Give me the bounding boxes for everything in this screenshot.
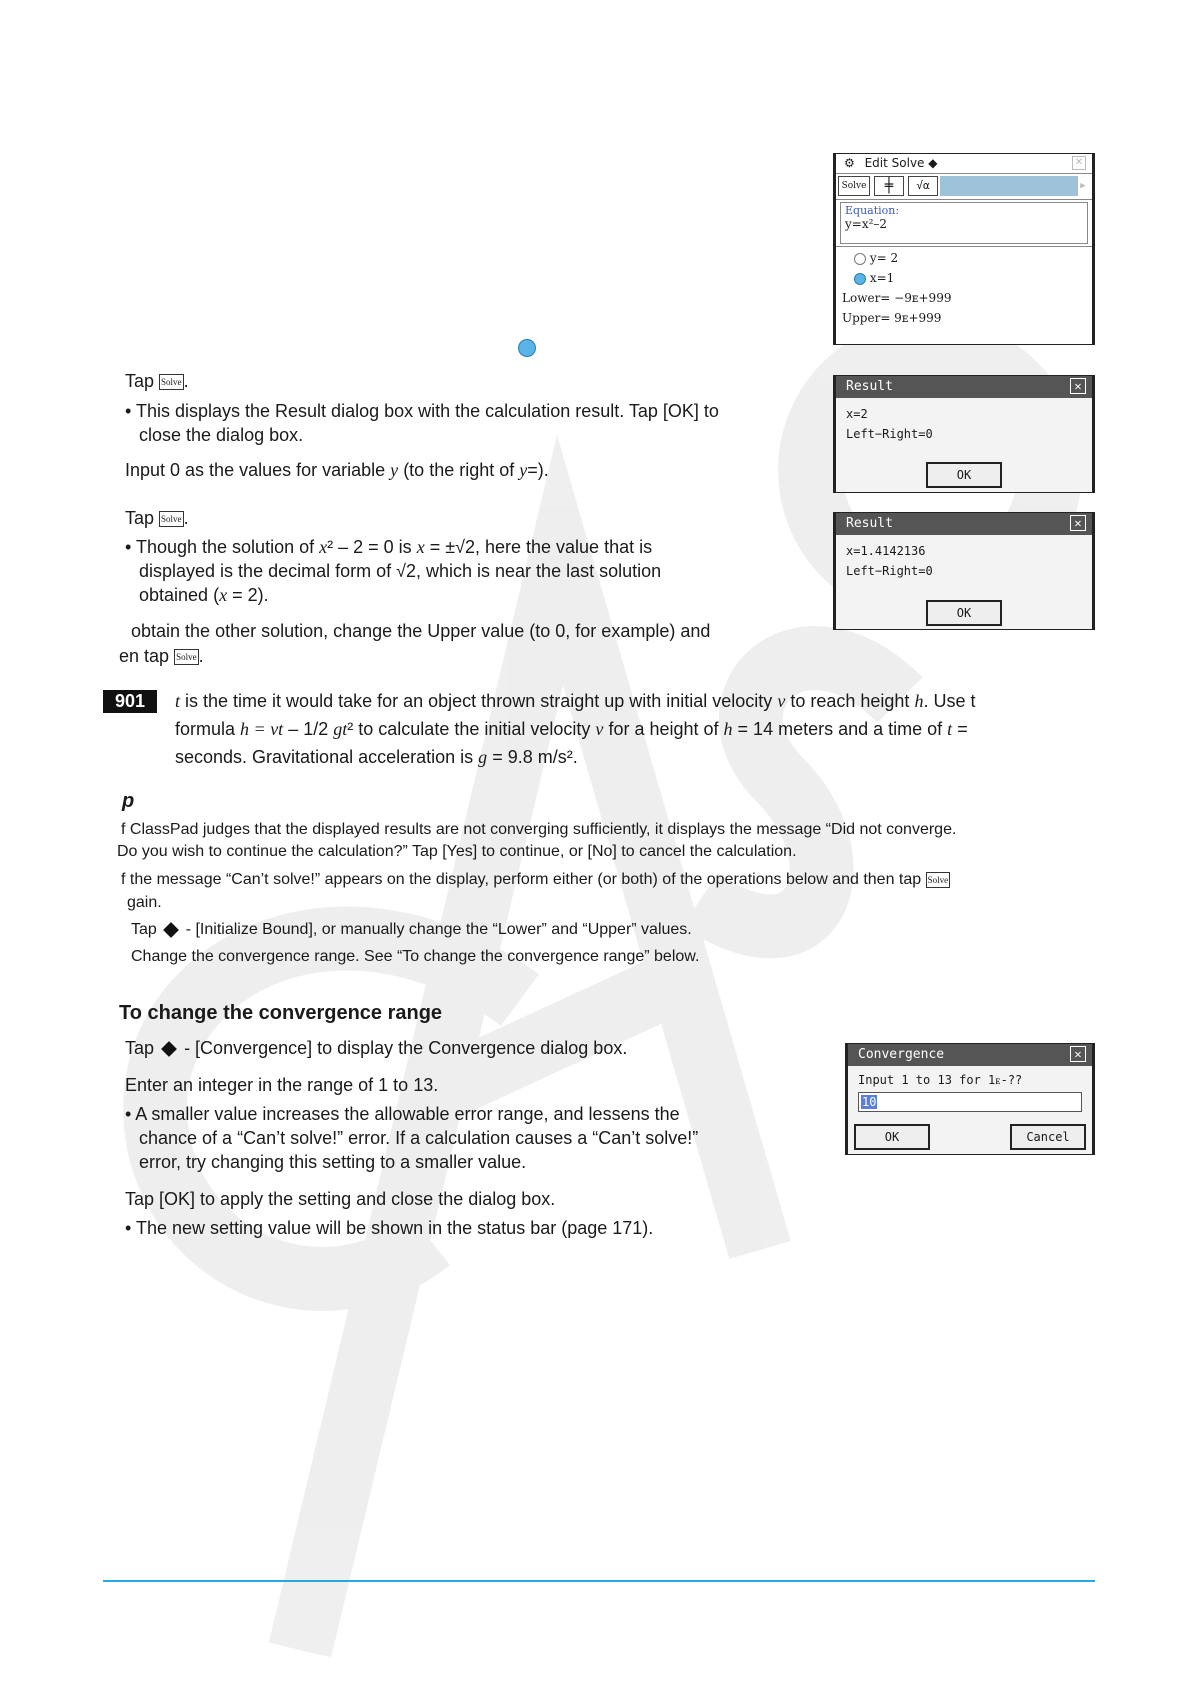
graph-button-icon[interactable]: ╪ bbox=[874, 176, 904, 196]
tip-line1: f ClassPad judges that the displayed results are not converging sufficiently, it displays the message “Did not converge. bbox=[121, 821, 957, 838]
convergence-bullet-l4: • The new setting value will be shown in the status bar (page 171). bbox=[125, 1218, 654, 1238]
other-solution-line1: obtain the other solution, change the Upper value (to 0, for example) and bbox=[131, 621, 711, 641]
close-icon[interactable]: ✕ bbox=[1070, 515, 1086, 531]
radio-x-icon[interactable] bbox=[854, 273, 866, 285]
convergence-step2: Enter an integer in the range of 1 to 13. bbox=[125, 1075, 439, 1095]
tip-line5: Tap - [Initialize Bound], or manually change the “Lower” and “Upper” values. bbox=[131, 921, 692, 938]
result2-line1: x=1.4142136 bbox=[846, 544, 926, 558]
solve-button[interactable]: Solve bbox=[838, 176, 870, 196]
cancel-button[interactable]: Cancel bbox=[1010, 1124, 1086, 1150]
example-line3: seconds. Gravitational acceleration is g = 9.8 m/s². bbox=[175, 747, 578, 767]
var-x[interactable]: x=1 bbox=[869, 271, 895, 285]
diamond-icon bbox=[163, 922, 179, 938]
step-tap-solve-1: Tap Solve . bbox=[125, 371, 189, 391]
tip-label: p bbox=[122, 790, 135, 812]
example-number-badge: 901 bbox=[103, 690, 157, 713]
close-icon[interactable]: ✕ bbox=[1070, 1046, 1086, 1062]
result-dialog-2 bbox=[833, 512, 1095, 630]
other-solution-line2: en tap Solve . bbox=[119, 646, 204, 666]
ok-button[interactable]: OK bbox=[926, 600, 1002, 626]
convergence-bullet-l3: error, try changing this setting to a smaller value. bbox=[139, 1152, 527, 1172]
toolbar-arrow-icon[interactable]: ▶ bbox=[1080, 181, 1086, 191]
convergence-bullet-l1: • A smaller value increases the allowable error range, and lessens the bbox=[125, 1104, 680, 1124]
blue-dot-icon bbox=[518, 339, 536, 357]
convergence-step3: Tap [OK] to apply the setting and close the dialog box. bbox=[125, 1189, 556, 1209]
convergence-prompt: Input 1 to 13 for 1ᴇ-?? bbox=[858, 1073, 1023, 1087]
diamond-icon bbox=[161, 1041, 177, 1057]
lower-bound[interactable]: Lower= −9ᴇ+999 bbox=[842, 291, 952, 305]
solver-menu[interactable]: Edit Solve bbox=[864, 156, 925, 170]
solver-screenshot bbox=[833, 153, 1095, 345]
result-title-2: Result bbox=[846, 516, 893, 531]
bullet-solution-line3: obtained (x = 2). bbox=[139, 585, 269, 605]
equation-value: y=x²–2 bbox=[845, 217, 888, 231]
step-input-zero: Input 0 as the values for variable y (to the right of y=). bbox=[125, 460, 549, 480]
example-line1: t is the time it would take for an object thrown straight up with initial velocity v to reach height h. Use t bbox=[175, 691, 976, 711]
bullet-solution: • Though the solution of x² – 2 = 0 is x = ±√2, here the value that is bbox=[125, 537, 653, 557]
convergence-heading: To change the convergence range bbox=[119, 1002, 443, 1024]
sqrt-button[interactable]: √α bbox=[908, 176, 938, 196]
step-tap-solve-2: Tap Solve . bbox=[125, 508, 189, 528]
solve-key-icon: Solve bbox=[159, 511, 184, 527]
close-icon[interactable]: ✕ bbox=[1070, 378, 1086, 394]
ok-button[interactable]: OK bbox=[854, 1124, 930, 1150]
bullet-solution-line2: displayed is the decimal form of √2, which is near the last solution bbox=[139, 561, 662, 581]
convergence-step1: Tap - [Convergence] to display the Convergence dialog box. bbox=[125, 1038, 628, 1058]
solver-vars bbox=[836, 246, 1092, 329]
tip-line6: Change the convergence range. See “To change the convergence range” below. bbox=[131, 948, 700, 965]
solver-menubar bbox=[836, 154, 1092, 174]
upper-bound[interactable]: Upper= 9ᴇ+999 bbox=[842, 311, 942, 325]
solve-key-icon: Solve bbox=[159, 374, 184, 390]
result2-line2: Left−Right=0 bbox=[846, 564, 933, 578]
solve-key-icon: Solve bbox=[174, 649, 199, 665]
convergence-input[interactable]: 10 bbox=[858, 1092, 1082, 1112]
tip-line4: gain. bbox=[127, 894, 162, 911]
tip-line2: Do you wish to continue the calculation?” Tap [Yes] to continue, or [No] to cancel the calculation. bbox=[117, 843, 797, 860]
tip-line3: f the message “Can’t solve!” appears on the display, perform either (or both) of the operations below and then tap Solve bbox=[121, 871, 949, 888]
solve-key-icon: Solve bbox=[926, 872, 951, 888]
ok-button[interactable]: OK bbox=[926, 462, 1002, 488]
convergence-bullet-l2: chance of a “Can’t solve!” error. If a calculation causes a “Can’t solve!” bbox=[139, 1128, 699, 1148]
diamond-menu-icon[interactable]: ◆ bbox=[928, 156, 938, 170]
radio-y-icon[interactable] bbox=[854, 253, 866, 265]
example-line2: formula h = vt – 1/2 gt² to calculate the initial velocity v for a height of h = 14 meters and a time of t = bbox=[175, 719, 968, 739]
toolbar-blank bbox=[940, 176, 1078, 196]
convergence-dialog bbox=[845, 1043, 1095, 1155]
solver-toolbar bbox=[836, 174, 1092, 200]
equation-box[interactable] bbox=[840, 202, 1088, 244]
close-icon[interactable]: ✕ bbox=[1072, 156, 1086, 170]
var-y[interactable]: y= 2 bbox=[869, 251, 899, 265]
result1-line2: Left−Right=0 bbox=[846, 427, 933, 441]
bullet-result-1: • This displays the Result dialog box with the calculation result. Tap [OK] to bbox=[125, 401, 719, 421]
convergence-title: Convergence bbox=[858, 1047, 945, 1062]
result1-line1: x=2 bbox=[846, 407, 868, 421]
result-title-1: Result bbox=[846, 379, 893, 394]
footer-rule bbox=[103, 1580, 1095, 1582]
equation-label: Equation: bbox=[845, 204, 900, 217]
bullet-result-1-cont: close the dialog box. bbox=[139, 425, 304, 445]
gear-icon[interactable]: ⚙ bbox=[844, 156, 855, 170]
result-dialog-1 bbox=[833, 375, 1095, 493]
